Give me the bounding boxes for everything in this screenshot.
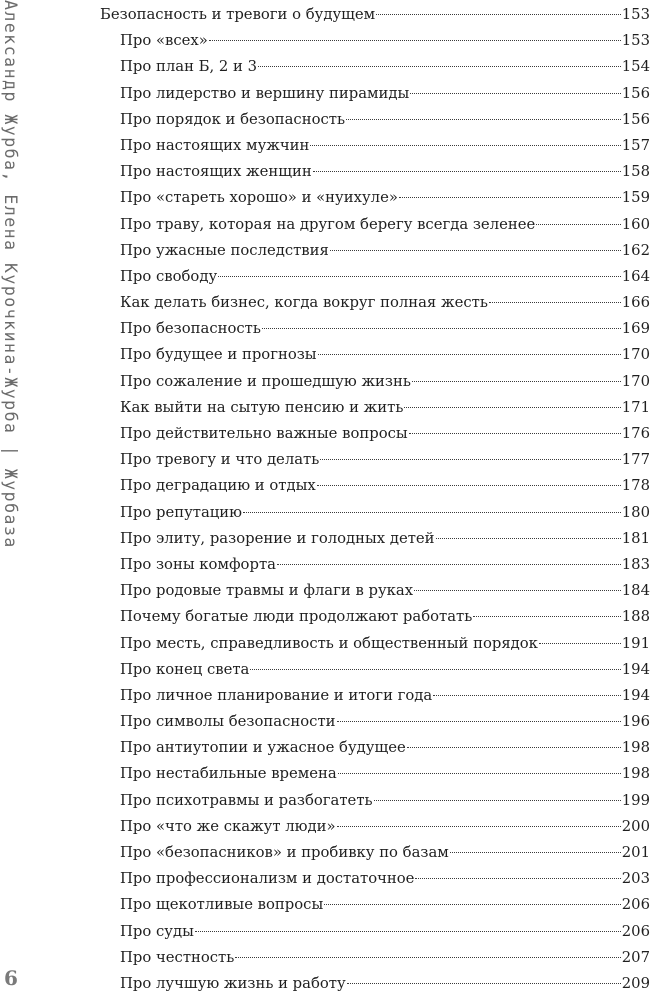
toc-section-heading[interactable]	[100, 2, 650, 28]
toc-entry[interactable]	[100, 709, 650, 735]
toc-entry[interactable]	[100, 212, 650, 238]
toc-entry[interactable]	[100, 945, 650, 971]
toc-entry[interactable]	[100, 500, 650, 526]
toc-entry[interactable]	[100, 395, 650, 421]
toc-entry-page: 171	[621, 398, 650, 416]
toc-entry-title: Про «стареть хорошо» и «нуихуле»	[120, 189, 398, 207]
toc-entry-title: Про конец света	[120, 660, 250, 678]
toc-entry-page: 164	[621, 267, 650, 285]
toc-entry[interactable]	[100, 840, 650, 866]
toc-entry-page: 183	[621, 555, 650, 573]
toc-entry[interactable]	[100, 447, 650, 473]
dot-leader	[318, 354, 621, 355]
dot-leader	[346, 119, 621, 120]
toc-entry-title: Про настоящих женщин	[120, 163, 312, 181]
toc-entry-title: Про ужасные последствия	[120, 241, 329, 259]
toc-entry-page: 181	[621, 529, 650, 547]
toc-entry-title: Про план Б, 2 и 3	[120, 58, 258, 76]
toc-entry-page: 206	[621, 922, 650, 940]
toc-entry-title: Про настоящих мужчин	[120, 136, 310, 154]
toc-entry-page: 166	[621, 294, 650, 312]
toc-entry-page: 201	[621, 844, 650, 861]
toc-entry-page: 157	[621, 136, 650, 154]
dot-leader	[410, 93, 620, 94]
toc-entry-page: 170	[621, 372, 650, 390]
dot-leader	[539, 643, 621, 644]
toc-entry[interactable]	[100, 604, 650, 630]
toc-entry[interactable]	[100, 238, 650, 264]
toc-entry[interactable]	[100, 892, 650, 918]
toc-entry-page: 191	[621, 634, 650, 652]
dot-leader	[409, 433, 621, 434]
toc-entry-title: Про безопасность	[120, 320, 261, 338]
table-of-contents	[100, 2, 650, 997]
dot-leader	[218, 276, 621, 277]
toc-entry-page: 199	[621, 791, 650, 809]
dot-leader	[374, 800, 621, 801]
dot-leader	[243, 512, 621, 513]
dot-leader	[320, 459, 620, 460]
toc-entry-page: 184	[621, 582, 650, 600]
toc-entry-page: 156	[621, 110, 650, 128]
dot-leader	[489, 302, 621, 303]
toc-entry-title: Про профессионализм и достаточное	[120, 870, 415, 888]
toc-entry[interactable]	[100, 342, 650, 368]
dot-leader	[414, 590, 621, 591]
toc-entry-title: Про траву, которая на другом берегу всегда зеленее	[120, 215, 536, 233]
toc-entry-page: 162	[621, 241, 650, 259]
toc-entry-page: 170	[621, 346, 650, 364]
toc-entry-page: 176	[621, 425, 650, 442]
toc-entry[interactable]	[100, 81, 650, 107]
toc-entry[interactable]	[100, 107, 650, 133]
dot-leader	[324, 904, 621, 905]
toc-entry-title: Про тревогу и что делать	[120, 451, 320, 469]
toc-entry-title: Про сожаление и прошедшую жизнь	[120, 372, 411, 390]
dot-leader	[277, 564, 621, 565]
toc-entry-title: Про щекотливые вопросы	[120, 896, 324, 914]
dot-leader	[412, 381, 621, 382]
toc-entries	[100, 28, 650, 997]
dot-leader	[250, 669, 620, 670]
toc-entry[interactable]	[100, 761, 650, 787]
toc-entry-title: Про лучшую жизнь и работу	[120, 974, 346, 992]
toc-entry-title: Про месть, справедливость и общественный порядок	[120, 634, 538, 652]
dot-leader	[433, 695, 621, 696]
toc-entry[interactable]	[100, 316, 650, 342]
toc-entry-page: 194	[621, 686, 650, 704]
toc-entry-title: Про родовые травмы и флаги в руках	[120, 582, 414, 600]
toc-entry-page: 153	[621, 32, 650, 50]
dot-leader	[337, 826, 621, 827]
toc-entry[interactable]	[100, 28, 650, 54]
toc-entry[interactable]	[100, 552, 650, 578]
toc-entry-title: Почему богатые люди продолжают работать	[120, 608, 473, 626]
toc-entry[interactable]	[100, 735, 650, 761]
toc-entry-title: Про суды	[120, 922, 194, 940]
toc-entry[interactable]	[100, 788, 650, 814]
toc-entry-title: Про действительно важные вопросы	[120, 425, 408, 442]
toc-entry-page: 207	[621, 948, 650, 966]
toc-heading-page: 153	[621, 6, 650, 23]
toc-entry-title: Про репутацию	[120, 503, 243, 521]
toc-entry[interactable]	[100, 919, 650, 945]
toc-entry[interactable]	[100, 657, 650, 683]
dot-leader	[235, 957, 620, 958]
toc-entry-page: 178	[621, 477, 650, 495]
toc-entry[interactable]	[100, 866, 650, 892]
toc-entry-title: Как выйти на сытую пенсию и жить	[120, 398, 404, 416]
toc-entry[interactable]	[100, 290, 650, 316]
toc-entry-page: 198	[621, 739, 650, 757]
toc-entry-page: 196	[621, 713, 650, 731]
toc-entry-page: 154	[621, 58, 650, 76]
toc-entry[interactable]	[100, 159, 650, 185]
dot-leader	[407, 747, 621, 748]
toc-entry[interactable]	[100, 971, 650, 997]
dot-leader	[209, 40, 621, 41]
page-number: 6	[4, 966, 18, 990]
dot-leader	[399, 197, 621, 198]
dot-leader	[337, 721, 621, 722]
toc-entry[interactable]	[100, 473, 650, 499]
toc-entry-title: Про «безопасников» и пробивку по базам	[120, 844, 449, 861]
toc-entry-title: Про «всех»	[120, 32, 208, 50]
dot-leader	[310, 145, 620, 146]
dot-leader	[317, 485, 621, 486]
toc-entry-title: Про честность	[120, 948, 235, 966]
spine-running-header	[0, 0, 22, 1000]
dot-leader	[436, 538, 621, 539]
toc-entry-title: Про элиту, разорение и голодных детей	[120, 529, 435, 547]
toc-entry-title: Про деградацию и отдых	[120, 477, 316, 495]
toc-entry-page: 177	[621, 451, 650, 469]
toc-entry-page: 156	[621, 84, 650, 102]
toc-entry[interactable]	[100, 54, 650, 80]
dot-leader	[415, 878, 620, 879]
toc-entry[interactable]	[100, 526, 650, 552]
toc-entry-page: 160	[621, 215, 650, 233]
dot-leader	[404, 407, 620, 408]
toc-entry-page: 169	[621, 320, 650, 338]
toc-entry[interactable]	[100, 631, 650, 657]
toc-entry-title: Про антиутопии и ужасное будущее	[120, 739, 406, 757]
toc-entry-page: 200	[621, 817, 650, 835]
toc-entry-page: 194	[621, 660, 650, 678]
toc-entry-page: 206	[621, 896, 650, 914]
dot-leader	[258, 66, 621, 67]
toc-entry-title: Про «что же скажут люди»	[120, 817, 336, 835]
toc-entry-title: Про свободу	[120, 267, 218, 285]
toc-entry[interactable]	[100, 683, 650, 709]
toc-entry-page: 158	[621, 163, 650, 181]
dot-leader	[347, 983, 621, 984]
dot-leader	[473, 616, 620, 617]
toc-entry-title: Про будущее и прогнозы	[120, 346, 317, 364]
toc-entry-title: Про лидерство и вершину пирамиды	[120, 84, 410, 102]
dot-leader	[313, 171, 621, 172]
toc-entry[interactable]	[100, 133, 650, 159]
toc-entry-page: 203	[621, 870, 650, 888]
dot-leader	[338, 773, 621, 774]
toc-entry[interactable]	[100, 421, 650, 447]
dot-leader	[195, 931, 621, 932]
dot-leader	[376, 14, 621, 15]
dot-leader	[330, 250, 621, 251]
toc-heading-title: Безопасность и тревоги о будущем	[100, 6, 376, 23]
toc-entry-title: Про символы безопасности	[120, 713, 336, 731]
toc-entry[interactable]	[100, 578, 650, 604]
toc-entry-page: 180	[621, 503, 650, 521]
toc-entry-title: Про личное планирование и итоги года	[120, 686, 433, 704]
dot-leader	[262, 328, 621, 329]
toc-entry-page: 188	[621, 608, 650, 626]
toc-entry-title: Про порядок и безопасность	[120, 110, 346, 128]
toc-entry-title: Про зоны комфорта	[120, 555, 276, 573]
dot-leader	[450, 852, 621, 853]
toc-entry-title: Про психотравмы и разбогатеть	[120, 791, 373, 809]
spine-text: Александр Журба, Елена Курочкина-Журба | Журбаза	[1, 0, 20, 549]
toc-entry-title: Про нестабильные времена	[120, 765, 337, 783]
dot-leader	[536, 224, 621, 225]
toc-entry[interactable]	[100, 185, 650, 211]
toc-entry-page: 159	[621, 189, 650, 207]
toc-entry-page: 198	[621, 765, 650, 783]
toc-entry[interactable]	[100, 264, 650, 290]
toc-entry[interactable]	[100, 814, 650, 840]
toc-entry-title: Как делать бизнес, когда вокруг полная жесть	[120, 294, 488, 312]
toc-entry-page: 209	[621, 974, 650, 992]
toc-entry[interactable]	[100, 369, 650, 395]
